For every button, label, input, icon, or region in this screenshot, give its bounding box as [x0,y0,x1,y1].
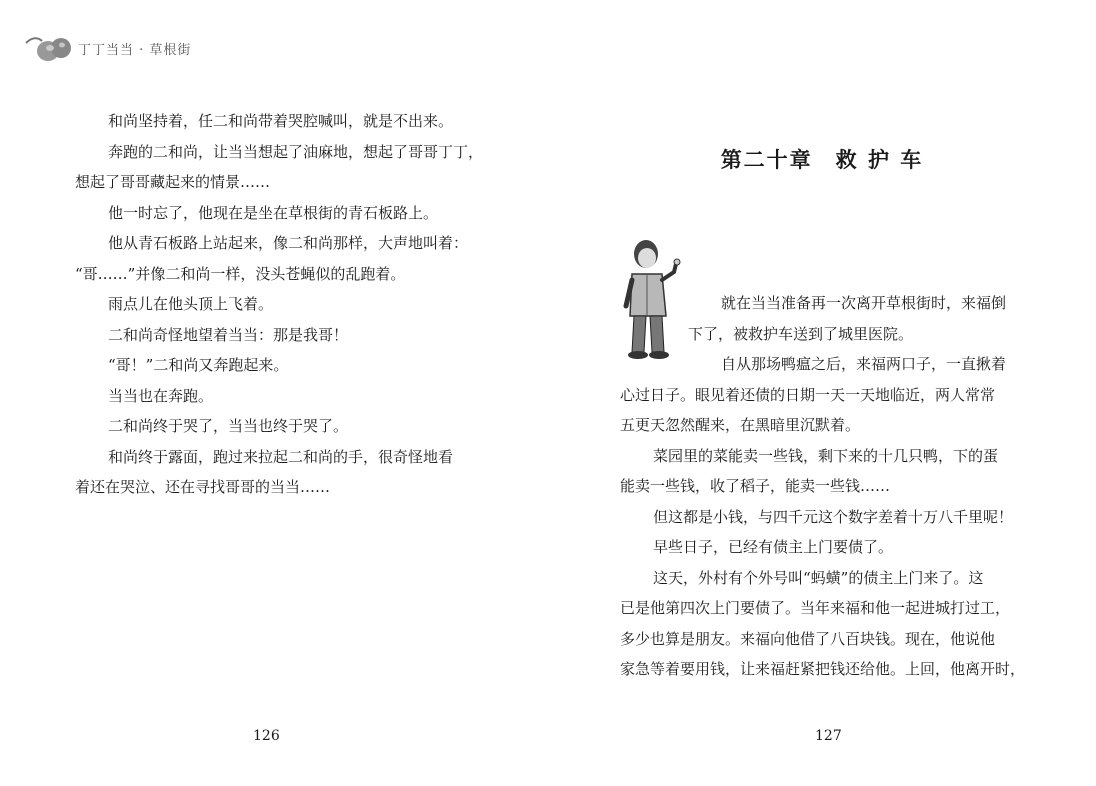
text-line: 这天，外村有个外号叫“蚂蟥”的债主上门来了。这 [653,568,984,587]
right-page-body [620,106,1024,685]
text-line: 雨点儿在他头顶上飞着。 [108,295,274,313]
text-line: 心过日子。眼见着还债的日期一天一天地临近，两人常常 [620,385,996,404]
text-line: 当当也在奔跑。 [108,386,214,405]
text-line: 菜园里的菜能卖一些钱，剩下来的十几只鸭，下的蛋 [653,446,999,465]
right-full-lines [620,380,1024,685]
text-line: 已是他第四次上门要债了。当年来福和他一起进城打过工， [620,599,1011,617]
text-line: 但这都是小钱，与四千元这个数字差着十万八千里呢！ [653,507,1014,526]
text-line: 下了，被救护车送到了城里医院。 [688,324,914,343]
text-line: “哥……”并像二和尚一样，没头苍蝇似的乱跑着。 [75,264,406,283]
text-line: 家急等着要用钱，让来福赶紧把钱还给他。上回，他离开时， [620,660,1026,678]
text-line: 自从那场鸭瘟之后，来福两口子，一直揪着 [721,355,1007,373]
gourd-logo-icon [24,31,74,65]
text-line: 早些日子，已经有债主上门要债了。 [653,538,894,556]
text-line: 多少也算是朋友。来福向他借了八百块钱。现在，他说他 [620,629,996,648]
running-header [24,30,191,66]
left-page-body [75,106,484,503]
text-line: 二和尚奇怪地望着当当：那是我哥！ [108,325,349,344]
text-line: 就在当当准备再一次离开草根街时，来福倒 [721,294,1007,312]
text-line: 二和尚终于哭了，当当也终于哭了。 [108,417,349,435]
text-line: 着还在哭泣、还在寻找哥哥的当当…… [75,478,331,496]
text-line: 和尚坚持着，任二和尚带着哭腔喊叫，就是不出来。 [108,112,454,130]
page-number-right: 127 [815,728,842,744]
page-number-left: 126 [253,728,280,744]
series-title: 丁丁当当 · 草根街 [78,42,192,58]
text-line: 他一时忘了，他现在是坐在草根街的青石板路上。 [108,203,439,222]
text-line: 想起了哥哥藏起来的情景…… [75,173,271,191]
text-line: 五更天忽然醒来，在黑暗里沉默着。 [620,416,861,434]
text-line: 和尚终于露面，跑过来拉起二和尚的手，很奇怪地看 [108,447,454,466]
text-line: 他从青石板路上站起来，像二和尚那样，大声地叫着： [108,234,469,252]
text-line: 能卖一些钱，收了稻子，能卖一些钱…… [620,477,891,495]
text-line: 奔跑的二和尚，让当当想起了油麻地，想起了哥哥丁丁， [108,142,484,161]
text-line: “哥！”二和尚又奔跑起来。 [108,356,289,374]
chapter-title: 第二十章 救 护 车 [720,147,924,172]
right-wrap-lines [620,288,1024,380]
